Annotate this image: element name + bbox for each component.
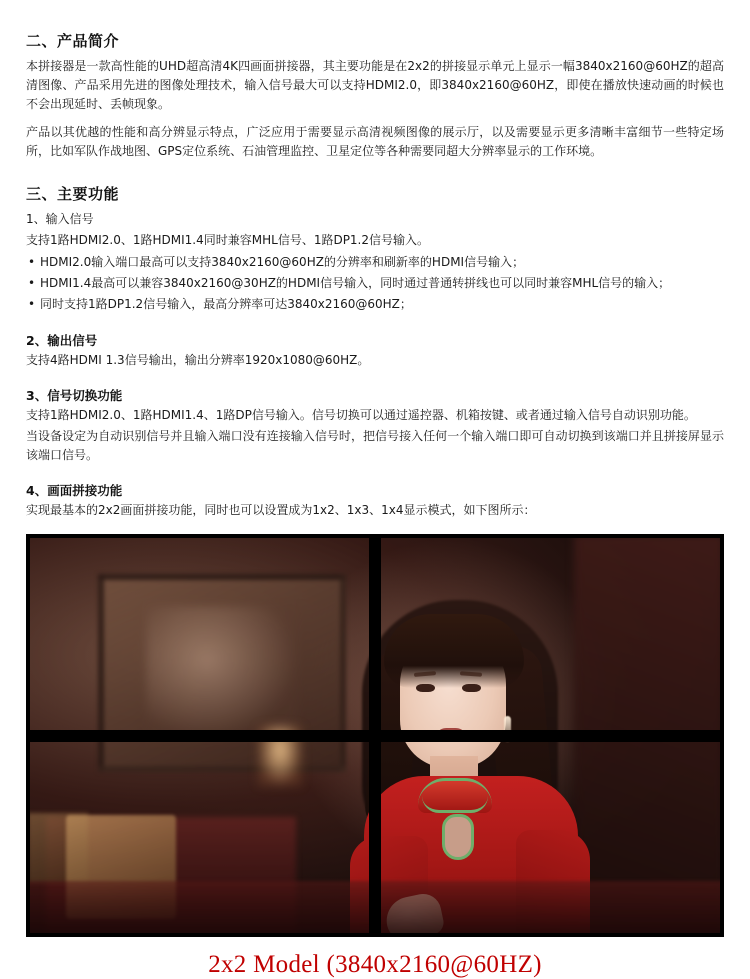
feature-block-output-signal — [26, 331, 724, 370]
figure-caption: 2x2 Model (3840x2160@60HZ) — [208, 951, 542, 978]
feature-intro-signal-switching: 支持1路HDMI2.0、1路HDMI1.4、1路DP信号输入。信号切换可以通过遥控器、机箱按键、或者通过输入信号自动识别功能。 — [26, 408, 696, 422]
list-item: • HDMI2.0输入端口最高可以支持3840x2160@60HZ的分辨率和刷新率的HDMI信号输入； — [26, 252, 724, 273]
section-title-main-features: 三、主要功能 — [26, 185, 120, 203]
feature-heading-input-signal: 1、输入信号 — [26, 212, 94, 226]
feature-intro-video-wall: 实现最基本的2x2画面拼接功能，同时也可以设置成为1x2、1x3、1x4显示模式，如下图所示： — [26, 503, 536, 517]
paragraph-product-intro-1: 本拼接器是一款高性能的UHD超高清4K四画面拼接器，其主要功能是在2x2的拼接显示单元上显示一幅3840x2160@60HZ的超高清图像、产品采用先进的图像处理技术，输入信号最大可以支持HDMI2.0，即3840x2160@60HZ，即使在播放快速动画的时候也不会出现延时、丢帧现象。 — [26, 59, 724, 111]
feature-intro-input-signal: 支持1路HDMI2.0、1路HDMI1.4同时兼容MHL信号、1路DP1.2信号输入。 — [26, 233, 430, 247]
feature-block-input-signal — [26, 210, 724, 315]
feature-block-signal-switching — [26, 386, 724, 465]
video-wall-image — [26, 534, 724, 937]
feature-intro-output-signal: 支持4路HDMI 1.3信号输出，输出分辨率1920x1080@60HZ。 — [26, 353, 370, 367]
feature-heading-output-signal: 2、输出信号 — [26, 333, 98, 348]
dress-collar-edge — [422, 796, 488, 813]
feature-heading-signal-switching: 3、信号切换功能 — [26, 388, 123, 403]
eye-left — [416, 684, 435, 692]
background-wall-painting — [98, 574, 346, 772]
dress-keyhole — [442, 814, 474, 860]
list-item: • 同时支持1路DP1.2信号输入，最高分辨率可达3840x2160@60HZ； — [26, 294, 724, 315]
feature-heading-video-wall: 4、画面拼接功能 — [26, 483, 123, 498]
feature-bullets-input-signal — [26, 252, 724, 315]
paragraph-product-intro-2: 产品以其优越的性能和高分辨显示特点，广泛应用于需要显示高清视频图像的展示厅，以及需要显示更多清晰丰富细节一些特定场所，比如军队作战地图、GPS定位系统、石油管理监控、卫星定位等各种需要同超大分辨率显示的工作环境。 — [26, 125, 724, 158]
eye-right — [462, 684, 481, 692]
hair-fringe — [384, 614, 524, 688]
section-title-product-intro: 二、产品简介 — [26, 32, 120, 50]
figure-video-wall — [26, 534, 724, 937]
list-item: • HDMI1.4最高可以兼容3840x2160@30HZ的HDMI信号输入，同时通过普通转拼线也可以同时兼容MHL信号的输入； — [26, 273, 724, 294]
feature-block-video-wall — [26, 481, 724, 520]
wall-bezel-horizontal — [26, 730, 724, 742]
feature-extra-signal-switching: 当设备设定为自动识别信号并且输入端口没有连接输入信号时，把信号接入任何一个输入端口即可自动切换到该端口并且拼接屏显示该端口信号。 — [26, 429, 724, 462]
